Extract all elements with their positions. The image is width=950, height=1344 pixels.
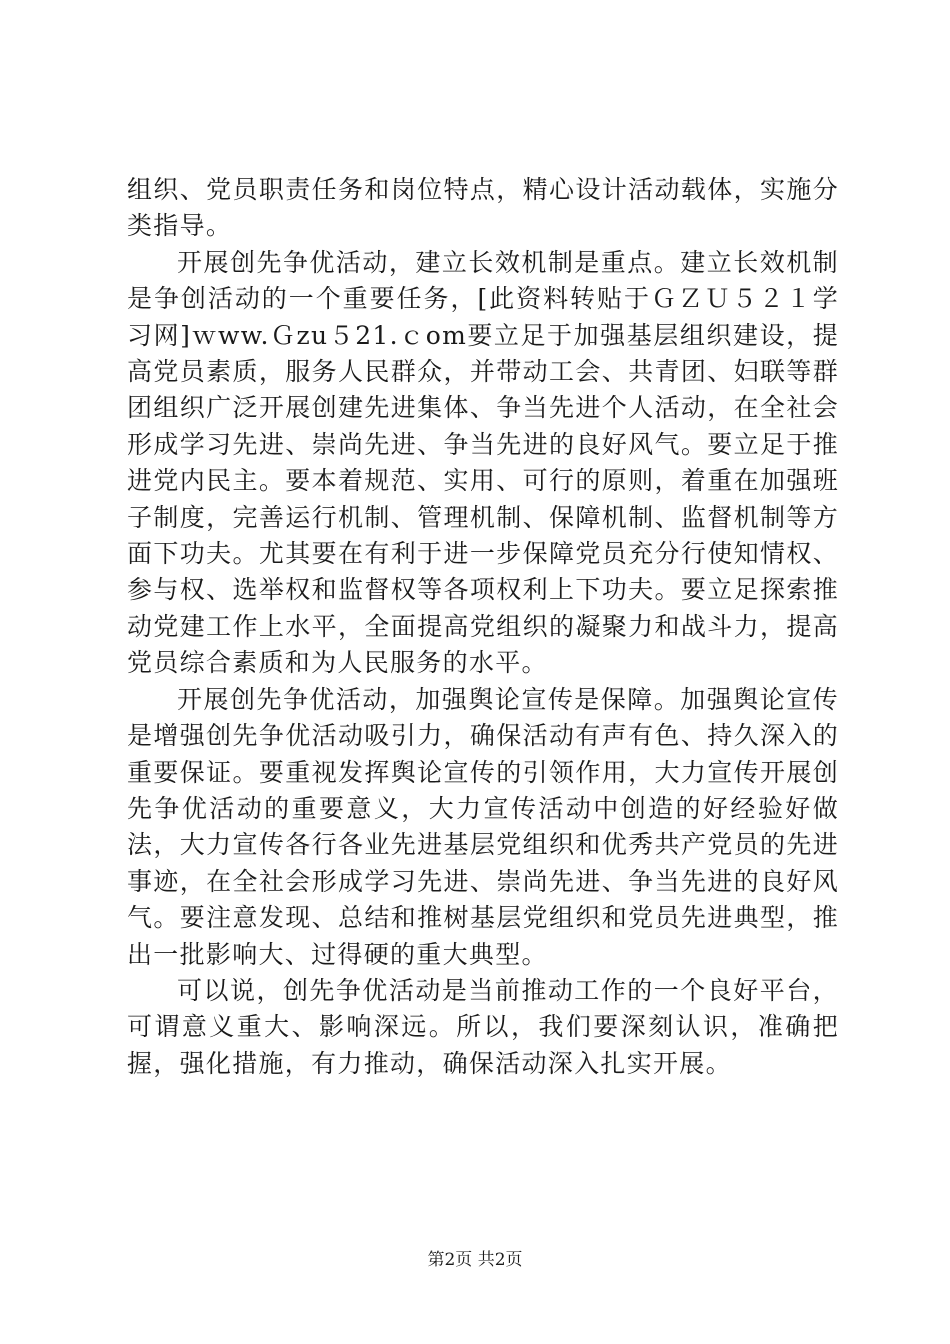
paragraph-4: 可以说，创先争优活动是当前推动工作的一个良好平台，可谓意义重大、影响深远。所以，我们要深刻认识，准确把握，强化措施，有力推动，确保活动深入扎实开展。 xyxy=(127,975,839,1078)
document-body xyxy=(127,172,839,1082)
paragraph-1: 组织、党员职责任务和岗位特点，精心设计活动载体，实施分类指导。 xyxy=(127,175,839,241)
paragraph-3: 开展创先争优活动，加强舆论宣传是保障。加强舆论宣传是增强创先争优活动吸引力，确保活动有声有色、持久深入的重要保证。要重视发挥舆论宣传的引领作用，大力宣传开展创先争优活动的重要意义，大力宣传活动中创造的好经验好做法，大力宣传各行各业先进基层党组织和优秀共产党员的先进事迹，在全社会形成学习先进、崇尚先进、争当先进的良好风气。要注意发现、总结和推树基层党组织和党员先进典型，推出一批影响大、过得硬的重大典型。 xyxy=(127,684,839,969)
paragraph-2: 开展创先争优活动，建立长效机制是重点。建立长效机制是争创活动的一个重要任务，[此资料转贴于ＧＺＵ５２１学习网]ｗww.Ｇzu５21.ｃom要立足于加强基层组织建设，提高党员素质，服务人民群众，并带动工会、共青团、妇联等群团组织广泛开展创建先进集体、争当先进个人活动，在全社会形成学习先进、崇尚先进、争当先进的良好风气。要立足于推进党内民主。要本着规范、实用、可行的原则，着重在加强班子制度，完善运行机制、管理机制、保障机制、监督机制等方面下功夫。尤其要在有利于进一步保障党员充分行使知情权、参与权、选举权和监督权等各项权利上下功夫。要立足探索推动党建工作上水平，全面提高党组织的凝聚力和战斗力，提高党员综合素质和为人民服务的水平。 xyxy=(127,247,839,678)
page-number-footer: 第2页 共2页 xyxy=(427,1250,523,1270)
